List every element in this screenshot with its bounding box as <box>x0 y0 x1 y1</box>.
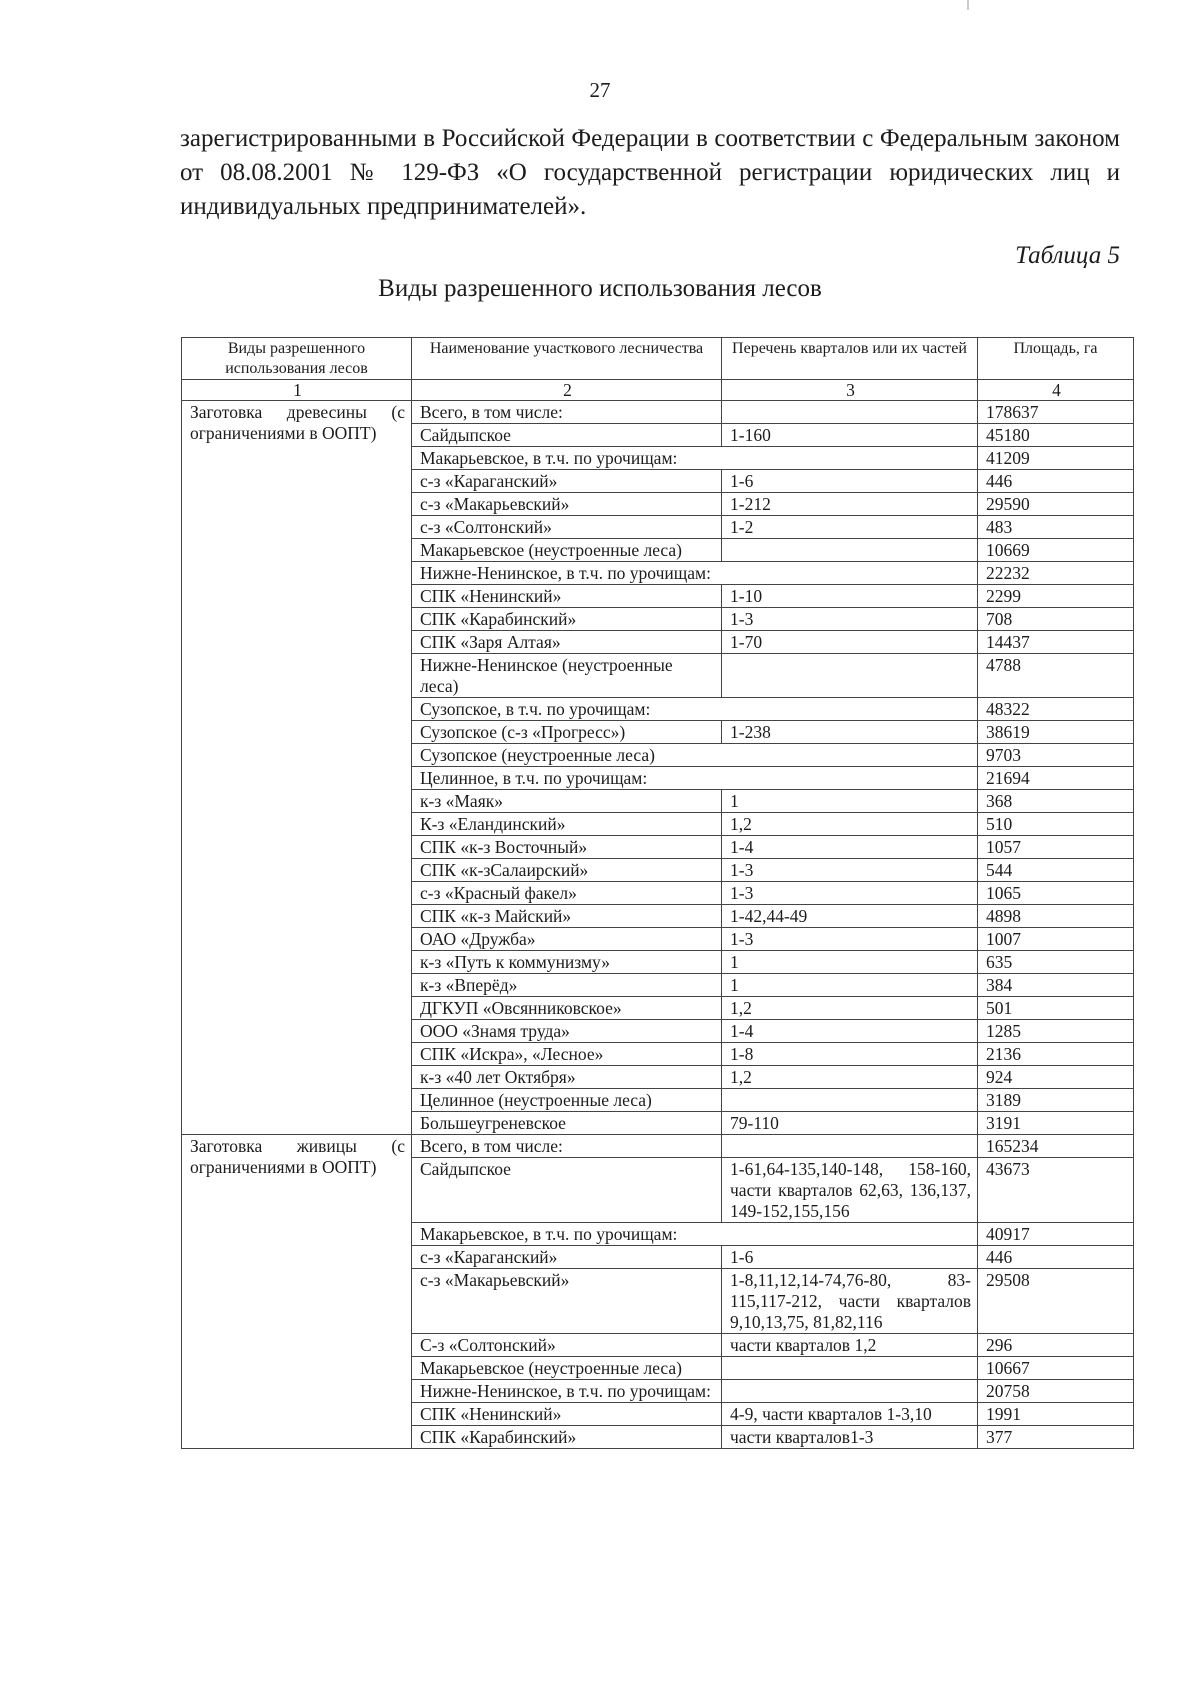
use-type-cell: Заготовка древесины (с ограничениями в ООПТ) <box>182 401 412 1135</box>
forestry-name-cell: Всего, в том числе: <box>412 1135 722 1158</box>
forestry-name-cell: Большеугреневское <box>412 1112 722 1135</box>
area-cell: 446 <box>978 1246 1134 1269</box>
forestry-name-cell: ОАО «Дружба» <box>412 928 722 951</box>
quarters-cell: 1-160 <box>722 424 978 447</box>
area-cell: 38619 <box>978 721 1134 744</box>
forestry-name-cell: Макарьевское (неустроенные леса) <box>412 539 722 562</box>
table-row <box>182 401 1134 424</box>
quarters-cell: 1-42,44-49 <box>722 905 978 928</box>
quarters-cell: 1,2 <box>722 997 978 1020</box>
quarters-cell: 1-6 <box>722 470 978 493</box>
forestry-name-cell: СПК «Ненинский» <box>412 585 722 608</box>
quarters-cell: 79-110 <box>722 1112 978 1135</box>
quarters-cell <box>722 1357 978 1380</box>
area-cell: 178637 <box>978 401 1134 424</box>
column-number: 3 <box>722 380 978 401</box>
area-cell: 21694 <box>978 767 1134 790</box>
forestry-name-cell: ДГКУП «Овсянниковское» <box>412 997 722 1020</box>
area-cell: 1057 <box>978 836 1134 859</box>
header-cell: Площадь, га <box>978 338 1134 380</box>
area-cell: 48322 <box>978 698 1134 721</box>
forestry-name-cell: Макарьевское, в т.ч. по урочищам: <box>412 447 978 470</box>
forestry-name-cell: Целинное (неустроенные леса) <box>412 1089 722 1112</box>
area-cell: 1285 <box>978 1020 1134 1043</box>
forestry-name-cell: СПК «Карабинский» <box>412 1426 722 1449</box>
forestry-name-cell: Нижне-Ненинское, в т.ч. по урочищам: <box>412 1380 722 1403</box>
quarters-cell: 1-6 <box>722 1246 978 1269</box>
forestry-name-cell: СПК «Искра», «Лесное» <box>412 1043 722 1066</box>
area-cell: 544 <box>978 859 1134 882</box>
header-row <box>182 338 1134 380</box>
area-cell: 45180 <box>978 424 1134 447</box>
forestry-name-cell: Целинное, в т.ч. по урочищам: <box>412 767 978 790</box>
area-cell: 14437 <box>978 631 1134 654</box>
quarters-cell: 1-4 <box>722 1020 978 1043</box>
area-cell: 446 <box>978 470 1134 493</box>
table-title: Виды разрешенного использования лесов <box>378 275 822 302</box>
quarters-cell: 1-8 <box>722 1043 978 1066</box>
quarters-cell: 1-3 <box>722 928 978 951</box>
forestry-name-cell: Сайдыпское <box>412 1158 722 1223</box>
area-cell: 29590 <box>978 493 1134 516</box>
quarters-cell <box>722 539 978 562</box>
area-cell: 635 <box>978 951 1134 974</box>
quarters-cell <box>722 1089 978 1112</box>
header-cell: Перечень кварталов или их частей <box>722 338 978 380</box>
quarters-cell: 1-4 <box>722 836 978 859</box>
table-label: Таблица 5 <box>1015 242 1120 269</box>
area-cell: 2299 <box>978 585 1134 608</box>
table-body <box>182 401 1134 1449</box>
area-cell: 3189 <box>978 1089 1134 1112</box>
forestry-name-cell: Сайдыпское <box>412 424 722 447</box>
header-number-row <box>182 380 1134 401</box>
area-cell: 2136 <box>978 1043 1134 1066</box>
forestry-name-cell: СПК «Ненинский» <box>412 1403 722 1426</box>
area-cell: 483 <box>978 516 1134 539</box>
forestry-name-cell: Сузопское (неустроенные леса) <box>412 744 978 767</box>
quarters-cell: 1-3 <box>722 882 978 905</box>
quarters-cell: 1,2 <box>722 1066 978 1089</box>
scan-mark <box>967 0 969 10</box>
quarters-cell: 1-212 <box>722 493 978 516</box>
area-cell: 43673 <box>978 1158 1134 1223</box>
quarters-cell <box>722 1380 978 1403</box>
quarters-cell <box>722 1135 978 1158</box>
area-cell: 3191 <box>978 1112 1134 1135</box>
quarters-cell: 1,2 <box>722 813 978 836</box>
column-number: 2 <box>412 380 722 401</box>
quarters-cell: части кварталов1-3 <box>722 1426 978 1449</box>
forestry-name-cell: к-з «Маяк» <box>412 790 722 813</box>
forest-use-table <box>181 337 1134 1449</box>
area-cell: 10667 <box>978 1357 1134 1380</box>
forestry-name-cell: к-з «40 лет Октября» <box>412 1066 722 1089</box>
forestry-name-cell: с-з «Красный факел» <box>412 882 722 905</box>
forestry-name-cell: СПК «к-з Восточный» <box>412 836 722 859</box>
area-cell: 1991 <box>978 1403 1134 1426</box>
area-cell: 29508 <box>978 1269 1134 1334</box>
area-cell: 40917 <box>978 1223 1134 1246</box>
header-cell: Виды разрешенного использования лесов <box>182 338 412 380</box>
forestry-name-cell: СПК «к-з Майский» <box>412 905 722 928</box>
area-cell: 510 <box>978 813 1134 836</box>
area-cell: 296 <box>978 1334 1134 1357</box>
area-cell: 41209 <box>978 447 1134 470</box>
area-cell: 9703 <box>978 744 1134 767</box>
forestry-name-cell: Сузопское, в т.ч. по урочищам: <box>412 698 978 721</box>
page-number: 27 <box>589 78 611 102</box>
forestry-name-cell: Сузопское (с-з «Прогресс») <box>412 721 722 744</box>
area-cell: 1065 <box>978 882 1134 905</box>
quarters-cell: 1-10 <box>722 585 978 608</box>
quarters-cell: 1-238 <box>722 721 978 744</box>
quarters-cell: 1 <box>722 790 978 813</box>
forestry-name-cell: Нижне-Ненинское, в т.ч. по урочищам: <box>412 562 978 585</box>
quarters-cell: 1-8,11,12,14-74,76-80, 83-115,117-212, части кварталов 9,10,13,75, 81,82,116 <box>722 1269 978 1334</box>
forestry-name-cell: с-з «Солтонский» <box>412 516 722 539</box>
forestry-name-cell: К-з «Еландинский» <box>412 813 722 836</box>
forestry-name-cell: к-з «Вперёд» <box>412 974 722 997</box>
quarters-cell: 1-3 <box>722 859 978 882</box>
column-number: 4 <box>978 380 1134 401</box>
forestry-name-cell: ООО «Знамя труда» <box>412 1020 722 1043</box>
forestry-name-cell: с-з «Макарьевский» <box>412 493 722 516</box>
area-cell: 368 <box>978 790 1134 813</box>
intro-paragraph: зарегистрированными в Российской Федерации в соответствии с Федеральным законом от 08.08.2001 № 129-ФЗ «О государственной регистрации юридических лиц и индивидуальных предпринимателей». <box>180 125 1120 220</box>
forestry-name-cell: Макарьевское, в т.ч. по урочищам: <box>412 1223 978 1246</box>
header-cell: Наименование участкового лесничества <box>412 338 722 380</box>
quarters-cell: 1 <box>722 951 978 974</box>
quarters-cell: 1-2 <box>722 516 978 539</box>
area-cell: 501 <box>978 997 1134 1020</box>
forestry-name-cell: Макарьевское (неустроенные леса) <box>412 1357 722 1380</box>
area-cell: 4788 <box>978 654 1134 698</box>
forestry-name-cell: Нижне-Ненинское (неустроенные леса) <box>412 654 722 698</box>
quarters-cell: 1-70 <box>722 631 978 654</box>
forestry-name-cell: Всего, в том числе: <box>412 401 722 424</box>
area-cell: 20758 <box>978 1380 1134 1403</box>
forestry-name-cell: с-з «Макарьевский» <box>412 1269 722 1334</box>
quarters-cell: 1-3 <box>722 608 978 631</box>
forestry-name-cell: к-з «Путь к коммунизму» <box>412 951 722 974</box>
area-cell: 10669 <box>978 539 1134 562</box>
forestry-name-cell: СПК «Карабинский» <box>412 608 722 631</box>
area-cell: 1007 <box>978 928 1134 951</box>
quarters-cell: 4-9, части кварталов 1-3,10 <box>722 1403 978 1426</box>
forestry-name-cell: СПК «к-зСалаирский» <box>412 859 722 882</box>
table-row <box>182 1135 1134 1158</box>
forestry-name-cell: с-з «Караганский» <box>412 1246 722 1269</box>
area-cell: 165234 <box>978 1135 1134 1158</box>
area-cell: 377 <box>978 1426 1134 1449</box>
forestry-name-cell: с-з «Караганский» <box>412 470 722 493</box>
forestry-name-cell: С-з «Солтонский» <box>412 1334 722 1357</box>
quarters-cell: 1-61,64-135,140-148, 158-160, части кварталов 62,63, 136,137, 149-152,155,156 <box>722 1158 978 1223</box>
area-cell: 384 <box>978 974 1134 997</box>
area-cell: 4898 <box>978 905 1134 928</box>
use-type-cell: Заготовка живицы (с ограничениями в ООПТ) <box>182 1135 412 1449</box>
area-cell: 22232 <box>978 562 1134 585</box>
area-cell: 924 <box>978 1066 1134 1089</box>
quarters-cell <box>722 654 978 698</box>
quarters-cell: части кварталов 1,2 <box>722 1334 978 1357</box>
quarters-cell: 1 <box>722 974 978 997</box>
area-cell: 708 <box>978 608 1134 631</box>
forestry-name-cell: СПК «Заря Алтая» <box>412 631 722 654</box>
quarters-cell <box>722 401 978 424</box>
column-number: 1 <box>182 380 412 401</box>
